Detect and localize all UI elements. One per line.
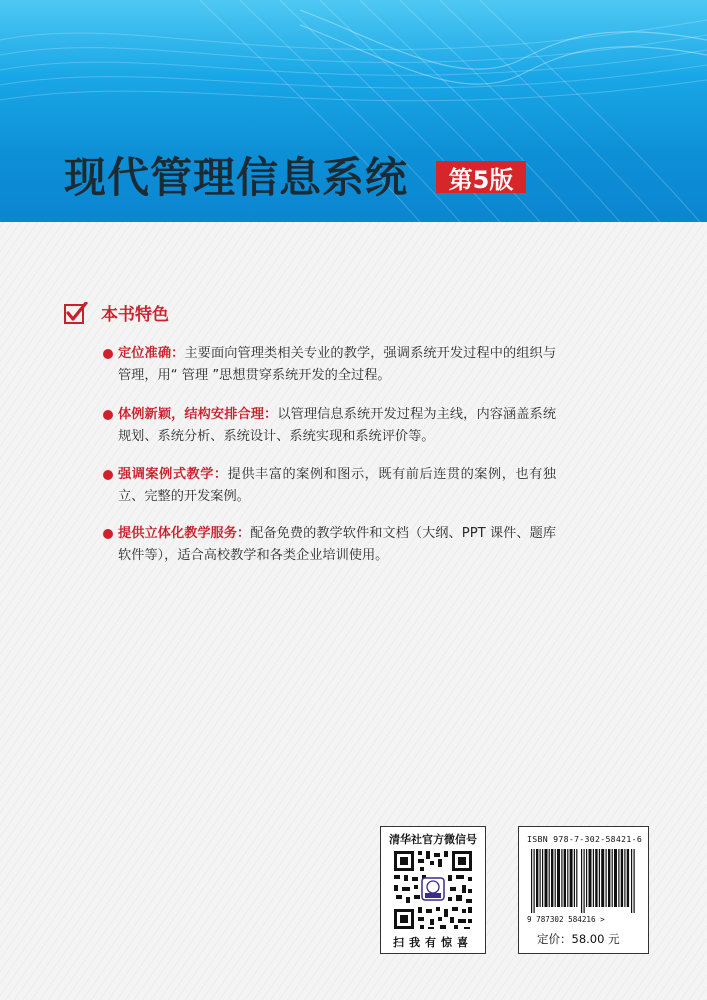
header-banner <box>0 0 707 222</box>
checkmark-icon <box>64 302 86 324</box>
barcode-digits: 9 787302 584216 > <box>527 915 605 924</box>
edition-badge: 第5版 <box>436 161 526 193</box>
feature-lead: 定位准确： <box>118 346 185 361</box>
isbn-panel <box>518 826 649 954</box>
price-label: 定价：58.00 元 <box>537 932 620 946</box>
bullet-icon <box>103 349 113 359</box>
isbn-number: ISBN 978-7-302-58421-6 <box>527 834 643 844</box>
book-title: 现代管理信息系统 <box>64 153 409 202</box>
bullet-icon <box>103 470 113 480</box>
features-header <box>64 300 169 325</box>
feature-item <box>104 343 556 387</box>
feature-text: 配备免费的教学软件和文档（大纲、PPT 课件、题库软件等），适合高校教学和各类企业培训使用。 <box>118 526 557 563</box>
wechat-qr-panel <box>380 826 486 954</box>
features-heading: 本书特色 <box>101 305 169 325</box>
qr-title: 清华社官方微信号 <box>389 833 477 846</box>
feature-text: 主要面向管理类相关专业的教学，强调系统开发过程中的组织与管理，用“ 管理 ”思想贯穿系统开发的全过程。 <box>118 346 557 383</box>
feature-lead: 强调案例式教学： <box>118 467 228 482</box>
barcode-icon <box>529 849 639 913</box>
qr-code-icon <box>392 849 474 931</box>
bullet-icon <box>103 410 113 420</box>
bullet-icon <box>103 529 113 539</box>
feature-item <box>104 404 556 448</box>
feature-lead: 体例新颖，结构安排合理： <box>118 407 278 422</box>
feature-item <box>104 464 556 508</box>
feature-lead: 提供立体化教学服务： <box>118 526 251 541</box>
feature-item <box>104 523 556 567</box>
qr-caption: 扫我有惊喜 <box>393 936 473 949</box>
feature-text: 以管理信息系统开发过程为主线，内容涵盖系统规划、系统分析、系统设计、系统实现和系统评价等。 <box>118 407 557 444</box>
feature-text: 提供丰富的案例和图示，既有前后连贯的案例，也有独立、完整的开发案例。 <box>118 467 557 504</box>
